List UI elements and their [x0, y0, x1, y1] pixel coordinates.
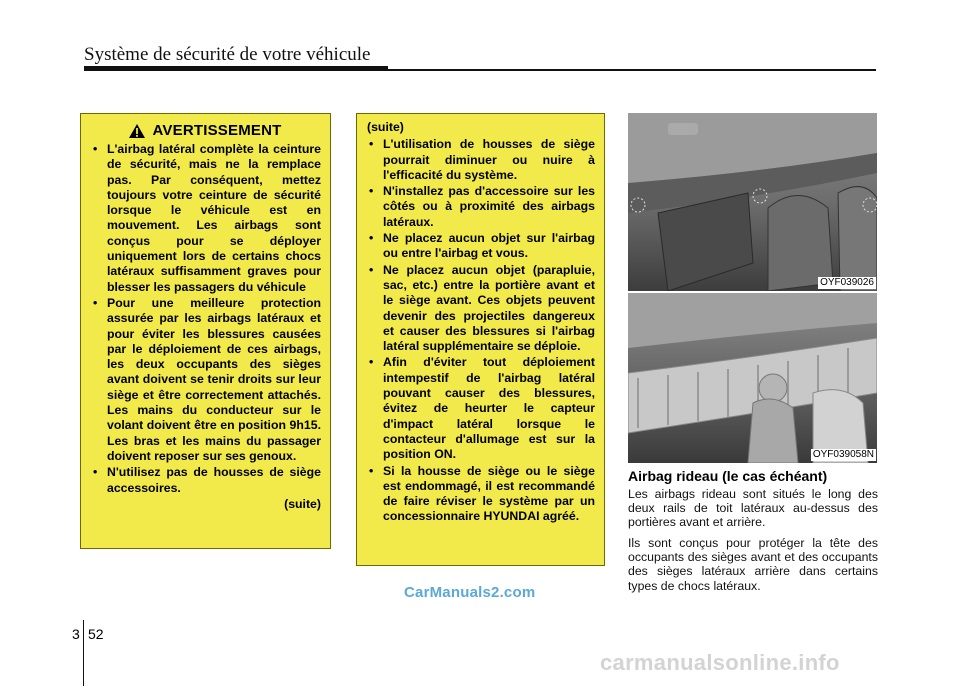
warning-item: • L'utilisation de housses de siège pourrait diminuer ou nuire à l'efficacité du système.: [365, 137, 595, 183]
airbag-deployed-illustration: [628, 293, 877, 463]
section-paragraph: Ils sont conçus pour protéger la tête des occupants des sièges avant et des occupants des sièges latéraux arrière dans certains types de chocs latéraux.: [628, 536, 878, 593]
warning-list-right: [365, 137, 595, 524]
continued-label: (suite): [284, 496, 321, 511]
watermark-link[interactable]: CarManuals2.com: [404, 584, 536, 601]
figure-curtain-airbag-deployed: [628, 293, 877, 463]
page-number: 52: [88, 626, 104, 642]
watermark-site: carmanualsonline.info: [600, 650, 840, 675]
warning-item: • L'airbag latéral complète la ceinture de sécurité, mais ne la remplace pas. Par conséquent, mettez toujours votre ceinture de sécurité lorsque le véhicule est en mouvement. Les airbags sont conçus pour se déployer uniquement lors de certains chocs latéraux suffisamment graves pour blesser les passagers du véhicule: [89, 142, 321, 295]
warning-item: • Ne placez aucun objet sur l'airbag ou entre l'airbag et vous.: [365, 231, 595, 262]
warning-heading: [89, 123, 321, 139]
figure-curtain-airbag-location: [628, 113, 877, 291]
page-number-divider: [83, 620, 84, 686]
warning-item: • N'utilisez pas de housses de siège accessoires.: [89, 465, 321, 496]
warning-heading-text: AVERTISSEMENT: [152, 122, 282, 140]
warning-triangle-icon: [128, 123, 146, 139]
warning-item: • Pour une meilleure protection assurée par les airbags latéraux et pour éviter les blessures causées par le déploiement de ces airbags, les deux occupants des sièges avant doivent se tenir droits sur leur siège et être correctement attachés. Les mains du conducteur sur le volant doivent être en position 9h15. Les bras et les mains du passager doivent reposer sur ses genoux.: [89, 296, 321, 464]
section-paragraph: Les airbags rideau sont situés le long des deux rails de toit latéraux au-dessus des portières avant et arrière.: [628, 487, 878, 530]
car-interior-illustration: [628, 113, 877, 291]
chapter-number: 3: [72, 626, 80, 642]
warning-item: • N'installez pas d'accessoire sur les côtés ou à proximité des airbags latéraux.: [365, 184, 595, 230]
warning-item: • Ne placez aucun objet (parapluie, sac, etc.) entre la portière avant et le siège avant. Ces objets peuvent devenir des projectiles dangereux et causer des blessures si l'airbag latéral supplémentaire se déploie.: [365, 263, 595, 355]
warning-item: • Si la housse de siège ou le siège est endommagé, il est recommandé de faire réviser le système par un concessionnaire HYUNDAI agréé.: [365, 464, 595, 525]
warning-box-right: [356, 113, 605, 566]
header-rule-thin: [388, 69, 876, 71]
warning-item: • Afin d'éviter tout déploiement intempestif de l'airbag latéral pouvant causer des blessures, évitez de heurter le capteur d'impact latéral lorsque le contacteur d'allumage est sur la position ON.: [365, 355, 595, 462]
continued-label: (suite): [367, 120, 404, 134]
header-rule-thick: [84, 66, 388, 71]
warning-box-left: [80, 113, 331, 549]
figure-code: OYF039058N: [812, 449, 874, 460]
figure-code: OYF039026: [820, 277, 874, 288]
section-title: Airbag rideau (le cas échéant): [628, 468, 828, 484]
warning-list-left: [89, 142, 321, 496]
page-header-title: Système de sécurité de votre véhicule: [84, 44, 371, 65]
